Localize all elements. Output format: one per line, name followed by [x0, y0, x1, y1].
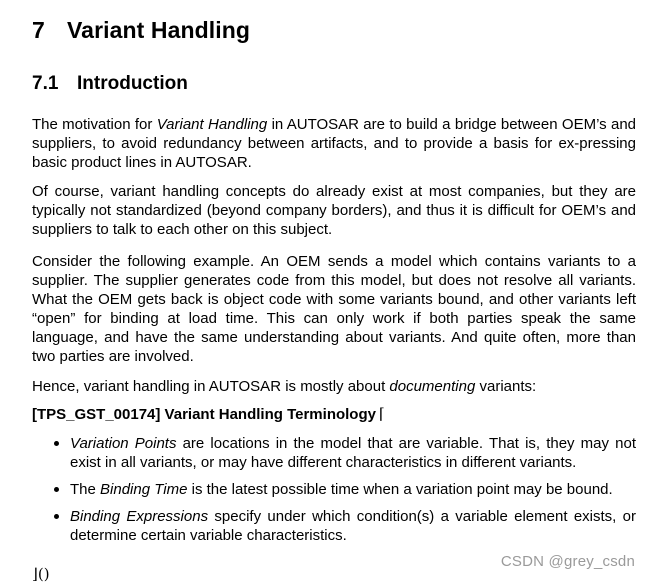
chapter-number: 7: [32, 17, 45, 43]
watermark: CSDN @grey_csdn: [500, 553, 635, 570]
paragraph-text: variants:: [475, 378, 537, 395]
term-definition: are locations in the model that are variable. That is, they may not exist in all variants, or may have different characteristics in different variants.: [70, 435, 636, 471]
paragraph-emphasis: Variant Handling: [156, 116, 268, 133]
section-heading: [32, 73, 188, 95]
paragraph-example: Consider the following example. An OEM sends a model which contains variants to a supplier. The supplier generates code from this model, but does not resolve all variants. What the OEM gets back is object code with some variants bound, and other variants left “open” for binding at load time. This can only work if both parties speak the same language, and have the same understanding about variants. And quite often, more than two parties are involved.: [32, 253, 636, 365]
paragraph-text: in AUTOSAR are to build a bridge between OEM’s and suppliers, to avoid redundancy between artifacts, and to provide a basis for ex-pressing basic product lines in AUTOSAR.: [32, 116, 637, 171]
paragraph-text: The motivation for: [32, 116, 157, 133]
list-item: [52, 434, 636, 472]
term-definition: is the latest possible time when a variation point may be bound.: [187, 481, 613, 498]
term-prefix: The: [70, 481, 101, 498]
list-item: [52, 480, 636, 499]
paragraph-motivation: [32, 115, 636, 172]
paragraph-summary: [32, 377, 636, 396]
term: Binding Time: [100, 481, 188, 498]
section-number: 7.1: [32, 73, 59, 94]
requirement-close-mark: ⌋(): [32, 565, 50, 583]
term-definition: specify under which condition(s) a variable element exists, or determine certain variable characteristics.: [70, 508, 636, 544]
chapter-title: Variant Handling: [67, 17, 251, 43]
list-item: [52, 507, 636, 545]
chapter-heading: [32, 17, 250, 44]
term: Variation Points: [70, 435, 177, 452]
paragraph-concepts: Of course, variant handling concepts do already exist at most companies, but they are typically not standardized (beyond company borders), and thus it is difficult for OEM’s and suppliers to talk to each other on this subject.: [32, 183, 636, 238]
paragraph-text: Hence, variant handling in AUTOSAR is mostly about: [32, 378, 390, 395]
term: Binding Expressions: [70, 508, 209, 525]
terminology-list: [52, 434, 636, 553]
requirement-title: [TPS_GST_00174] Variant Handling Terminology: [32, 406, 376, 423]
requirement-heading: [32, 405, 385, 424]
requirement-open-mark: ⌈: [378, 405, 385, 423]
paragraph-emphasis: documenting: [389, 378, 476, 395]
section-title: Introduction: [77, 73, 188, 94]
